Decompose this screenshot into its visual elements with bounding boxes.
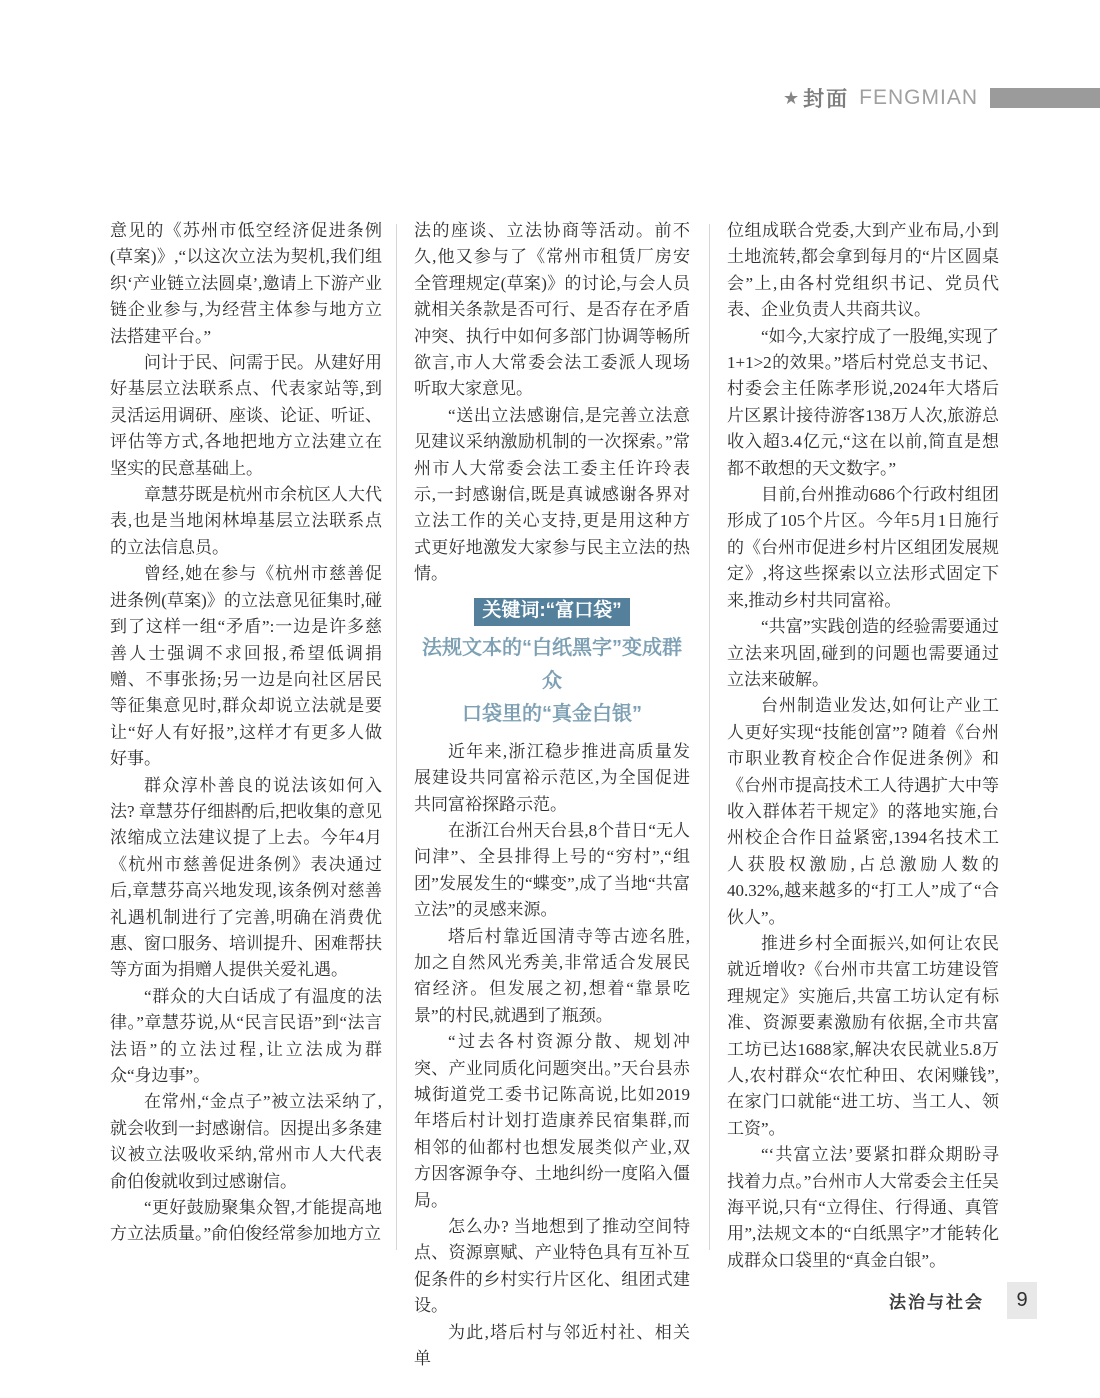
column-2-bottom (414, 739, 690, 1373)
keyword-badge: 关键词:“富口袋” (474, 598, 629, 626)
paragraph: 近年来,浙江稳步推进高质量发展建设共同富裕示范区,为全国促进共同富裕探路示范。 (414, 741, 690, 814)
keyword-title-line2: 口袋里的“真金白银” (462, 702, 642, 725)
paragraph: “送出立法感谢信,是完善立法意见建议采纳激励机制的一次探索。”常州市人大常委会法工委主任许玲表示,一封感谢信,既是真诚感谢各界对立法工作的关心支持,更是用这种方式更好地激发大家参与民主立法的热情。 (414, 405, 690, 584)
paragraph: 意见的《苏州市低空经济促进条例(草案)》,“以这次立法为契机,我们组织‘产业链立法圆桌’,邀请上下游产业链企业参与,为经营主体参与地方立法搭建平台。” (110, 221, 382, 346)
paragraph: 问计于民、问需于民。从建好用好基层立法联系点、代表家站等,到灵活运用调研、座谈、论证、听证、评估等方式,各地把地方立法建立在坚实的民意基础上。 (110, 353, 382, 478)
column-divider-2 (709, 224, 710, 1250)
paragraph: “共富”实践创造的经验需要通过立法来巩固,碰到的问题也需要通过立法来破解。 (727, 617, 999, 689)
paragraph: 推进乡村全面振兴,如何让农民就近增收?《台州市共富工坊建设管理规定》实施后,共富工坊认定有标准、资源要素激励有依据,全市共富工坊已达1688家,解决农民就业5.8万人,农村群众“农忙种田、农闲赚钱”,在家门口就能“进工坊、当工人、领工资”。 (727, 933, 999, 1138)
text-column-2 (414, 218, 690, 1372)
paragraph: “如今,大家拧成了一股绳,实现了1+1>2的效果。”塔后村党总支书记、村委会主任陈孝形说,2024年大塔后片区累计接待游客138万人次,旅游总收入超3.4亿元,“这在以前,简直是想都不敢想的天文数字。” (727, 326, 999, 478)
paragraph: 在浙江台州天台县,8个昔日“无人问津”、全县排得上号的“穷村”,“组团”发展发生的“蝶变”,成了当地“共富立法”的灵感来源。 (414, 820, 690, 920)
paragraph: 为此,塔后村与邻近村社、相关单 (414, 1322, 690, 1369)
paragraph: 位组成联合党委,大到产业布局,小到土地流转,都会拿到每月的“片区圆桌会”上,由各村党组织书记、党员代表、企业负责人共商共议。 (727, 221, 999, 320)
paragraph: 法的座谈、立法协商等活动。前不久,他又参与了《常州市租赁厂房安全管理规定(草案)》的讨论,与会人员就相关条款是否可行、是否存在矛盾冲突、执行中如何多部门协调等畅所欲言,市人大常委会法工委派人现场听取大家意见。 (414, 221, 690, 399)
paragraph: 群众淳朴善良的说法该如何入法? 章慧芬仔细斟酌后,把收集的意见浓缩成立法建议提了上去。今年4月《杭州市慈善促进条例》表决通过后,章慧芬高兴地发现,该条例对慈善礼遇机制进行了完善,明确在消费优惠、窗口服务、培训提升、困难帮扶等方面为捐赠人提供关爱礼遇。 (110, 775, 382, 980)
paragraph: 目前,台州推动686个行政村组团形成了105个片区。今年5月1日施行的《台州市促进乡村片区组团发展规定》,将这些探索以立法形式固定下来,推动乡村共同富裕。 (727, 485, 999, 610)
paragraph: 曾经,她在参与《杭州市慈善促进条例(草案)》的立法意见征集时,碰到了这样一组“矛盾”:一边是许多慈善人士强调不求回报,希望低调捐赠、不事张扬;另一边是向社区居民等征集意见时,群众却说立法就是要让“好人有好报”,这样才有更多人做好事。 (110, 564, 382, 769)
section-title-cn: 封面 (803, 88, 850, 111)
text-column-1 (110, 218, 382, 1248)
page-footer (889, 1282, 1037, 1319)
paragraph: “‘共富立法’要紧扣群众期盼寻找着力点。”台州市人大常委会主任吴海平说,只有“立得住、行得通、真管用”,法规文本的“白纸黑字”才能转化成群众口袋里的“真金白银”。 (727, 1145, 999, 1270)
journal-name: 法治与社会 (889, 1293, 984, 1312)
paragraph: “过去各村资源分散、规划冲突、产业同质化问题突出。”天台县赤城街道党工委书记陈高说,比如2019年塔后村计划打造康养民宿集群,而相邻的仙都村也想发展类似产业,双方因客源争夺、土地纠纷一度陷入僵局。 (414, 1032, 690, 1210)
column-2-top (414, 218, 690, 588)
paragraph: “群众的大白话成了有温度的法律。”章慧芬说,从“民言民语”到“法言法语”的立法过程,让立法成为群众“身边事”。 (110, 986, 382, 1085)
paragraph: 怎么办? 当地想到了推动空间特点、资源禀赋、产业特色具有互补互促条件的乡村实行片区化、组团式建设。 (414, 1217, 690, 1316)
paragraph: “更好鼓励聚集众智,才能提高地方立法质量。”俞伯俊经常参加地方立 (110, 1198, 382, 1244)
section-title-en: FENGMIAN (859, 86, 978, 109)
paragraph: 台州制造业发达,如何让产业工人更好实现“技能创富”? 随着《台州市职业教育校企合作促进条例》和《台州市提高技术工人待遇扩大中等收入群体若干规定》的落地实施,台州校企合作日益紧密,1394名技术工人获股权激励,占总激励人数的40.32%,越来越多的“打工人”成了“合伙人”。 (727, 696, 999, 927)
text-column-3 (727, 218, 999, 1274)
keyword-block (414, 598, 690, 731)
paragraph: 章慧芬既是杭州市余杭区人大代表,也是当地闲林埠基层立法联系点的立法信息员。 (110, 485, 382, 557)
paragraph: 在常州,“金点子”被立法采纳了,就会收到一封感谢信。因提出多条建议被立法吸收采纳,常州市人大代表俞伯俊就收到过感谢信。 (110, 1092, 382, 1191)
page-header (0, 86, 1100, 110)
column-divider-1 (396, 224, 397, 1250)
header-decor-bar (990, 88, 1100, 108)
page-number: 9 (1007, 1282, 1037, 1319)
star-icon: ★ (783, 87, 800, 108)
keyword-title-line1: 法规文本的“白纸黑字”变成群众 (422, 636, 682, 692)
paragraph: 塔后村靠近国清寺等古迹名胜,加之自然风光秀美,非常适合发展民宿经济。但发展之初,想着“靠景吃景”的村民,就遇到了瓶颈。 (414, 926, 690, 1025)
